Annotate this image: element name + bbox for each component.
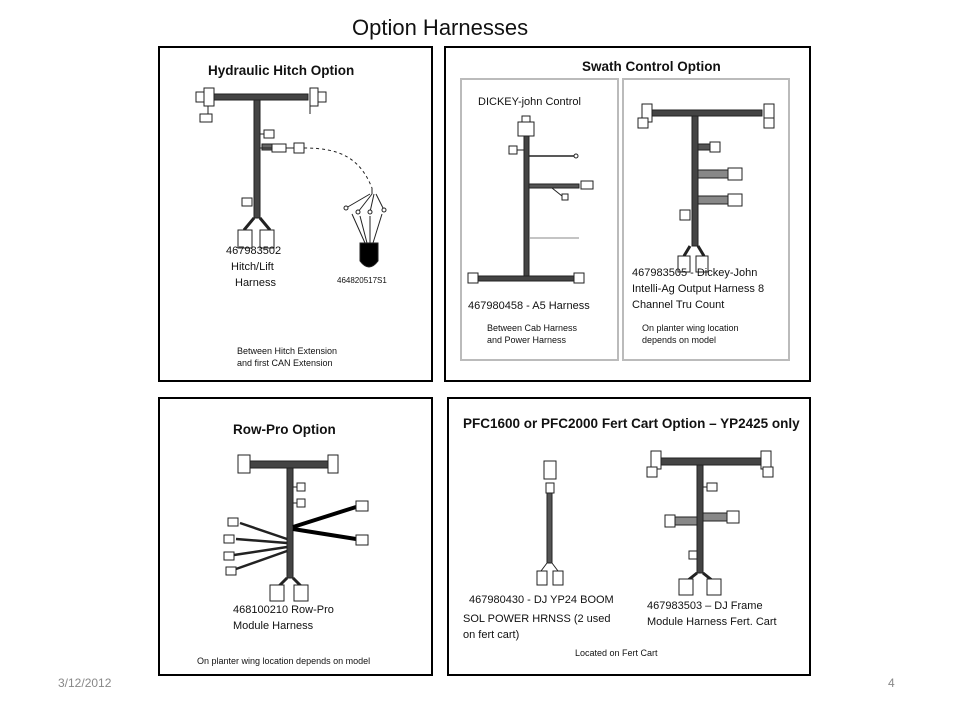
intelli-ag-harness-drawing xyxy=(624,80,792,363)
row-pro-harness-drawing xyxy=(160,399,435,678)
hitch-note-2: and first CAN Extension xyxy=(237,358,333,368)
row-pro-part-label-2: Module Harness xyxy=(233,620,314,632)
pfc-right-label-1: 467983503 – DJ Frame xyxy=(647,600,763,612)
hitch-note-1: Between Hitch Extension xyxy=(237,346,338,356)
a5-harness-subpanel xyxy=(460,78,619,361)
a5-harness-part-label: 467980458 - A5 Harness xyxy=(468,300,590,312)
pfc-right-label-2: Module Harness Fert. Cart xyxy=(647,616,777,628)
row-pro-part-label-1: 468100210 Row-Pro xyxy=(233,604,334,616)
page-title: Option Harnesses xyxy=(352,15,529,40)
row-pro-note: On planter wing location depends on model xyxy=(197,656,371,666)
pfc-left-label-1: 467980430 - DJ YP24 BOOM xyxy=(469,594,614,606)
swath-control-title: Swath Control Option xyxy=(582,59,721,74)
intelli-ag-subpanel xyxy=(622,78,790,361)
intelli-ag-note-2: depends on model xyxy=(642,335,717,345)
hitch-part-number: 467983502 xyxy=(226,245,282,257)
pfc-note: Located on Fert Cart xyxy=(575,648,658,658)
pfc-left-label-2: SOL POWER HRNSS (2 used xyxy=(463,613,611,625)
hydraulic-hitch-panel xyxy=(158,46,433,382)
sensor-part-number: 464820517S1 xyxy=(337,276,387,285)
a5-harness-note-1: Between Cab Harness xyxy=(487,323,578,333)
intelli-ag-label-2: Intelli-Ag Output Harness 8 xyxy=(632,283,765,295)
dickey-john-control-label: DICKEY-john Control xyxy=(478,96,581,108)
row-pro-title: Row-Pro Option xyxy=(233,422,336,437)
swath-control-panel xyxy=(444,46,811,382)
footer-date: 3/12/2012 xyxy=(58,676,112,690)
pfc-fert-cart-panel xyxy=(447,397,811,676)
hitch-part-name-1: Hitch/Lift xyxy=(231,261,274,273)
a5-harness-drawing xyxy=(462,80,621,363)
intelli-ag-label-1: 467983505 - Dickey-John xyxy=(632,267,758,279)
pfc-left-label-3: on fert cart) xyxy=(463,629,520,641)
hydraulic-hitch-title: Hydraulic Hitch Option xyxy=(208,63,355,78)
intelli-ag-note-1: On planter wing location xyxy=(642,323,739,333)
hitch-part-name-2: Harness xyxy=(235,277,276,289)
footer-page-number: 4 xyxy=(888,676,895,690)
row-pro-panel xyxy=(158,397,433,676)
hitch-lift-harness-drawing xyxy=(160,48,435,384)
intelli-ag-label-3: Channel Tru Count xyxy=(632,299,725,311)
a5-harness-note-2: and Power Harness xyxy=(487,335,567,345)
pfc-fert-cart-title: PFC1600 or PFC2000 Fert Cart Option – YP2425 only xyxy=(463,416,800,431)
